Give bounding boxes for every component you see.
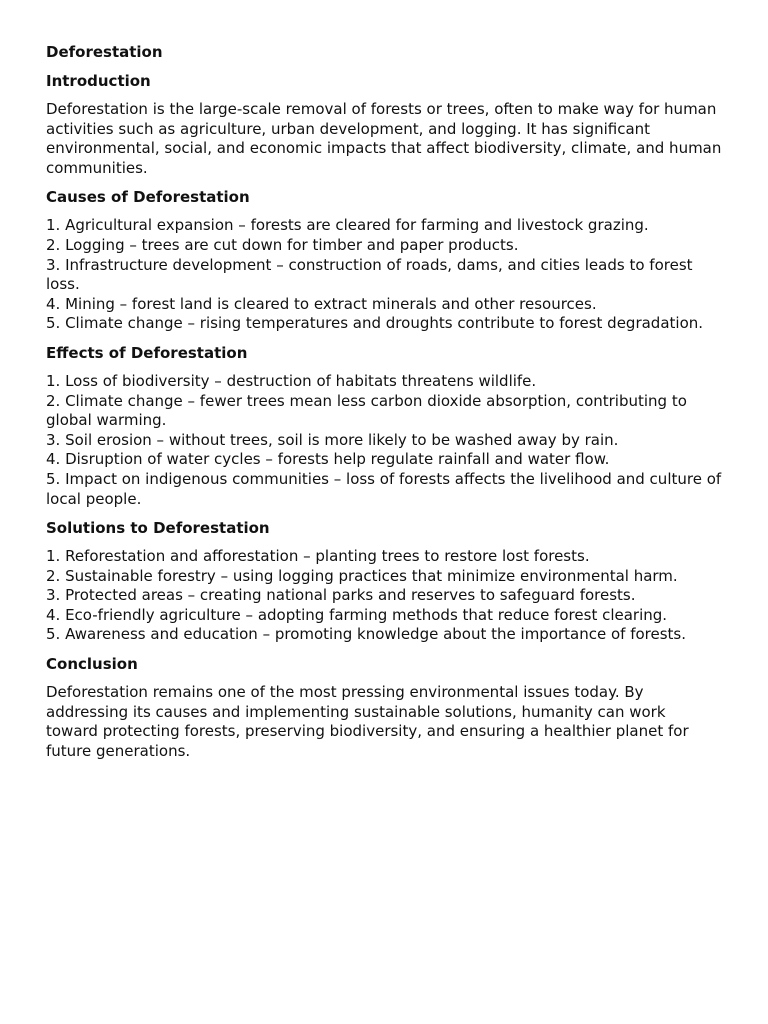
- list-item: 3. Soil erosion – without trees, soil is more likely to be washed away by rain.: [46, 430, 619, 449]
- list-item: 1. Agricultural expansion – forests are cleared for farming and livestock grazing.: [46, 216, 649, 235]
- solutions-section: [46, 518, 722, 645]
- conclusion-text: Deforestation remains one of the most pressing environmental issues today. By addressing its causes and implementing sustainable solutions, humanity can work toward protecting forests, preserving biodiversity, and ensuring a healthier planet for future generations.: [46, 683, 689, 760]
- conclusion-section: [46, 654, 722, 761]
- list-item: 3. Protected areas – creating national parks and reserves to safeguard forests.: [46, 586, 636, 605]
- document-title: Deforestation: [46, 43, 163, 61]
- list-item: 4. Eco-friendly agriculture – adopting farming methods that reduce forest clearing.: [46, 605, 668, 624]
- list-item: 5. Climate change – rising temperatures and droughts contribute to forest degradation.: [46, 314, 704, 333]
- causes-heading: Causes of Deforestation: [46, 188, 250, 207]
- conclusion-heading: Conclusion: [46, 655, 138, 674]
- list-item: 2. Sustainable forestry – using logging practices that minimize environmental harm.: [46, 566, 678, 585]
- introduction-text: Deforestation is the large-scale removal of forests or trees, often to make way for human activities such as agriculture, urban development, and logging. It has significant environmental, social, and economic impacts that affect biodiversity, climate, and human communities.: [46, 100, 722, 177]
- list-item: 5. Awareness and education – promoting knowledge about the importance of forests.: [46, 625, 687, 644]
- list-item: 2. Logging – trees are cut down for timber and paper products.: [46, 235, 519, 254]
- causes-section: [46, 187, 722, 334]
- solutions-heading: Solutions to Deforestation: [46, 519, 270, 538]
- list-item: 3. Infrastructure development – construction of roads, dams, and cities leads to forest loss.: [46, 255, 693, 294]
- list-item: 4. Mining – forest land is cleared to extract minerals and other resources.: [46, 294, 597, 313]
- solutions-list: [46, 547, 722, 645]
- list-item: 1. Reforestation and afforestation – planting trees to restore lost forests.: [46, 547, 590, 566]
- list-item: 2. Climate change – fewer trees mean less carbon dioxide absorption, contributing to global warming.: [46, 391, 687, 430]
- effects-section: [46, 343, 722, 509]
- list-item: 1. Loss of biodiversity – destruction of habitats threatens wildlife.: [46, 371, 537, 390]
- list-item: 5. Impact on indigenous communities – loss of forests affects the livelihood and culture of local people.: [46, 469, 722, 508]
- effects-list: [46, 372, 722, 509]
- introduction-section: [46, 71, 722, 178]
- causes-list: [46, 216, 722, 334]
- effects-heading: Effects of Deforestation: [46, 343, 248, 362]
- list-item: 4. Disruption of water cycles – forests help regulate rainfall and water flow.: [46, 450, 610, 469]
- introduction-heading: Introduction: [46, 72, 151, 90]
